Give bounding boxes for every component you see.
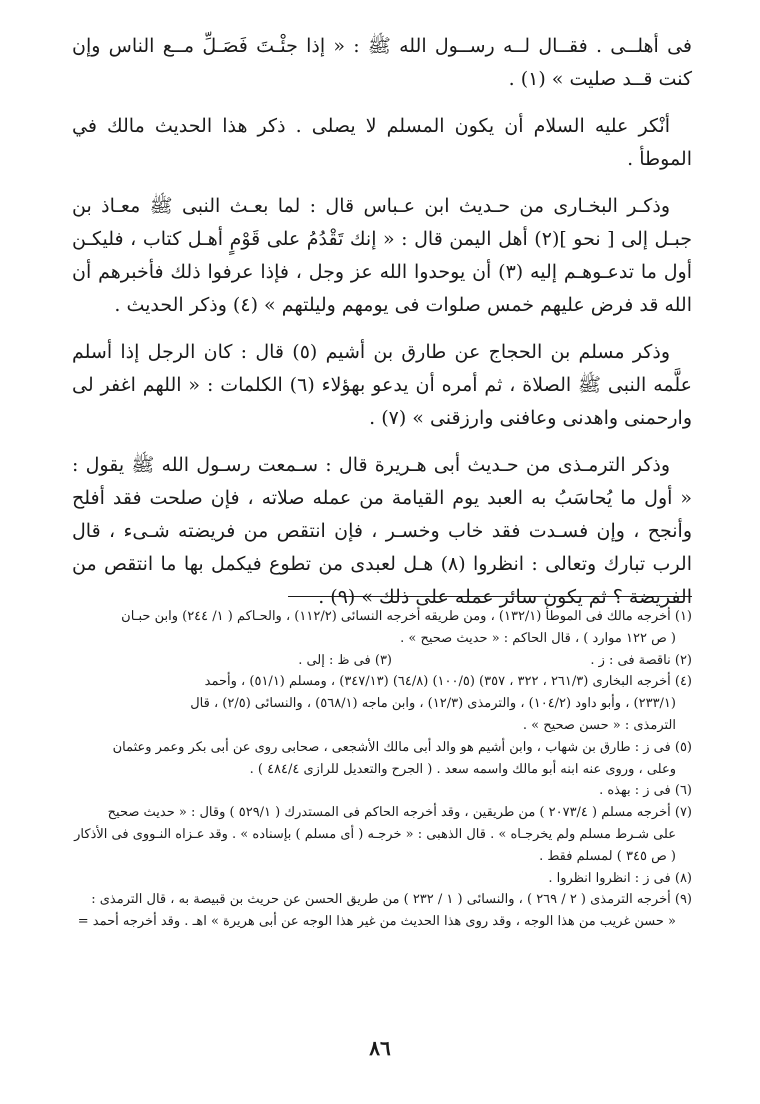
- footnote-line: (٩) أخرجه الترمذى ( ٢ / ٢٦٩ ) ، والنسائى ( ١ / ٢٣٢ ) من طريق الحسن عن حريث بن قبيصة به ، قال الترمذى :: [91, 892, 692, 908]
- footnote-line: (٢) ناقصة فى : ز .: [590, 652, 692, 668]
- footnote-line: ( ص ٣٤٥ ) لمسلم فقط .: [539, 848, 676, 864]
- footnote-line: (٥) فى ز : طارق بن شهاب ، وابن أشيم هو والد أبى مالك الأشجعى ، صحابى روى عن أبى بكر وعمر وعثمان: [112, 739, 692, 755]
- main-text: [72, 30, 692, 614]
- footnote-line: (٧) أخرجه مسلم ( ٢٠٧٣/٤ ) من طريقين ، وقد أخرجه الحاكم فى المستدرك ( ٥٢٩/١ ) وقال : « حديث صحيح: [107, 805, 692, 821]
- footnote-line: (٦) فى ز : بهذه .: [599, 783, 692, 799]
- footnote-line: (٨) فى ز : انظروا انظروا .: [548, 870, 692, 886]
- page-number: ٨٦: [369, 1036, 391, 1060]
- footnote-line: (٢٣٣/١) ، وأبو داود (١٠٤/٢) ، والترمذى (١٢/٣) ، وابن ماجه (٥٦٨/١) ، والنسائى (٢/٥) ، قال: [190, 696, 676, 712]
- body-paragraph: وذكر الترمـذى من حـديث أبى هـريرة قال : سـمعت رسـول الله ﷺ يقول : « أول ما يُحاسَبُ به العبد يوم القيامة من عمله صلاته ، فإن صلحت فقد أفلح وأنجح ، وإن فسـدت فقد خاب وخسـر ، فإن انتقص من فريضته شـىء ، قال الرب تبارك وتعالى : انظروا (٨) هـل لعبدى من تطوع فيكمل بها ما انتقص من الفريضة ؟ ثم يكون سائر عمله على ذلك » (٩) .: [72, 454, 692, 608]
- footnote-line: (٤) أخرجه البخارى (٢٦١/٣ ، ٣٢٢ ، ٣٥٧) (١٠٠/٥) (٦٤/٨) (٣٤٧/١٣) ، ومسلم (٥١/١) ، وأحمد: [204, 674, 692, 690]
- footnote-line: على شـرط مسلم ولم يخرجـاه » . قال الذهبى : « خرجـه ( أى مسلم ) بإسناده » . وقد عـزاه النـووى فى الأذكار: [74, 826, 676, 842]
- body-paragraph: وذكـر البخـارى من حـديث ابن عـباس قال : لما بعـث النبى ﷺ معـاذ بن جبـل إلى [ نحو ](٢) أهل اليمن قال : « إنك تَقْدُمُ على قَوْمٍ أهـل كتاب ، فليكـن أول ما تدعـوهـم إليه (٣) أن يوحدوا الله عز وجل ، فإذا عرفوا ذلك فأخبرهم أن الله قد فرض عليهم خمس صلوات فى يومهم وليلتهم » (٤) وذكر الحديث .: [72, 195, 692, 316]
- footnote-line: الترمذى : « حسن صحيح » .: [522, 717, 676, 733]
- footnote-line: ( ص ١٢٢ موارد ) ، قال الحاكم : « حديث صحيح » .: [400, 630, 676, 646]
- footnote-line: (٣) فى ظ : إلى .: [298, 652, 392, 668]
- footnote-line: وعلى ، وروى عنه ابنه أبو مالك واسمه سعد . ( الجرح والتعديل للرازى ٤٨٤/٤ ) .: [249, 761, 676, 777]
- footnote-line: « حسن غريب من هذا الوجه ، وقد روى هذا الحديث من غير هذا الوجه عن أبى هريرة » اهـ . وقد أخرجه أحمد =: [77, 914, 676, 930]
- body-paragraph: فى أهلــى . فقــال لــه رســول الله ﷺ : « إذا جئْـتَ فَصَـلِّ مــع الناس وإن كنت قــد صليت » (١) .: [72, 35, 692, 90]
- footnote-separator: [288, 596, 692, 597]
- footnote-line: (١) أخرجه مالك فى الموطأ (١٣٢/١) ، ومن طريقه أخرجه النسائى (١١٢/٢) ، والحـاكم ( ١/ ٢٤٤) وابن حبـان: [121, 609, 692, 624]
- footnotes: [72, 606, 692, 933]
- body-paragraph: أنْكر عليه السلام أن يكون المسلم لا يصلى . ذكر هذا الحديث مالك في الموطأ .: [72, 115, 692, 170]
- body-paragraph: وذكر مسلم بن الحجاج عن طارق بن أشيم (٥) قال : كان الرجل إذا أسلم علَّمه النبى ﷺ الصلاة ، ثم أمره أن يدعو بهؤلاء (٦) الكلمات : « اللهم اغفر لى وارحمنى واهدنى وعافنى وارزقنى » (٧) .: [72, 341, 692, 429]
- footnote-line-pair: [72, 650, 692, 672]
